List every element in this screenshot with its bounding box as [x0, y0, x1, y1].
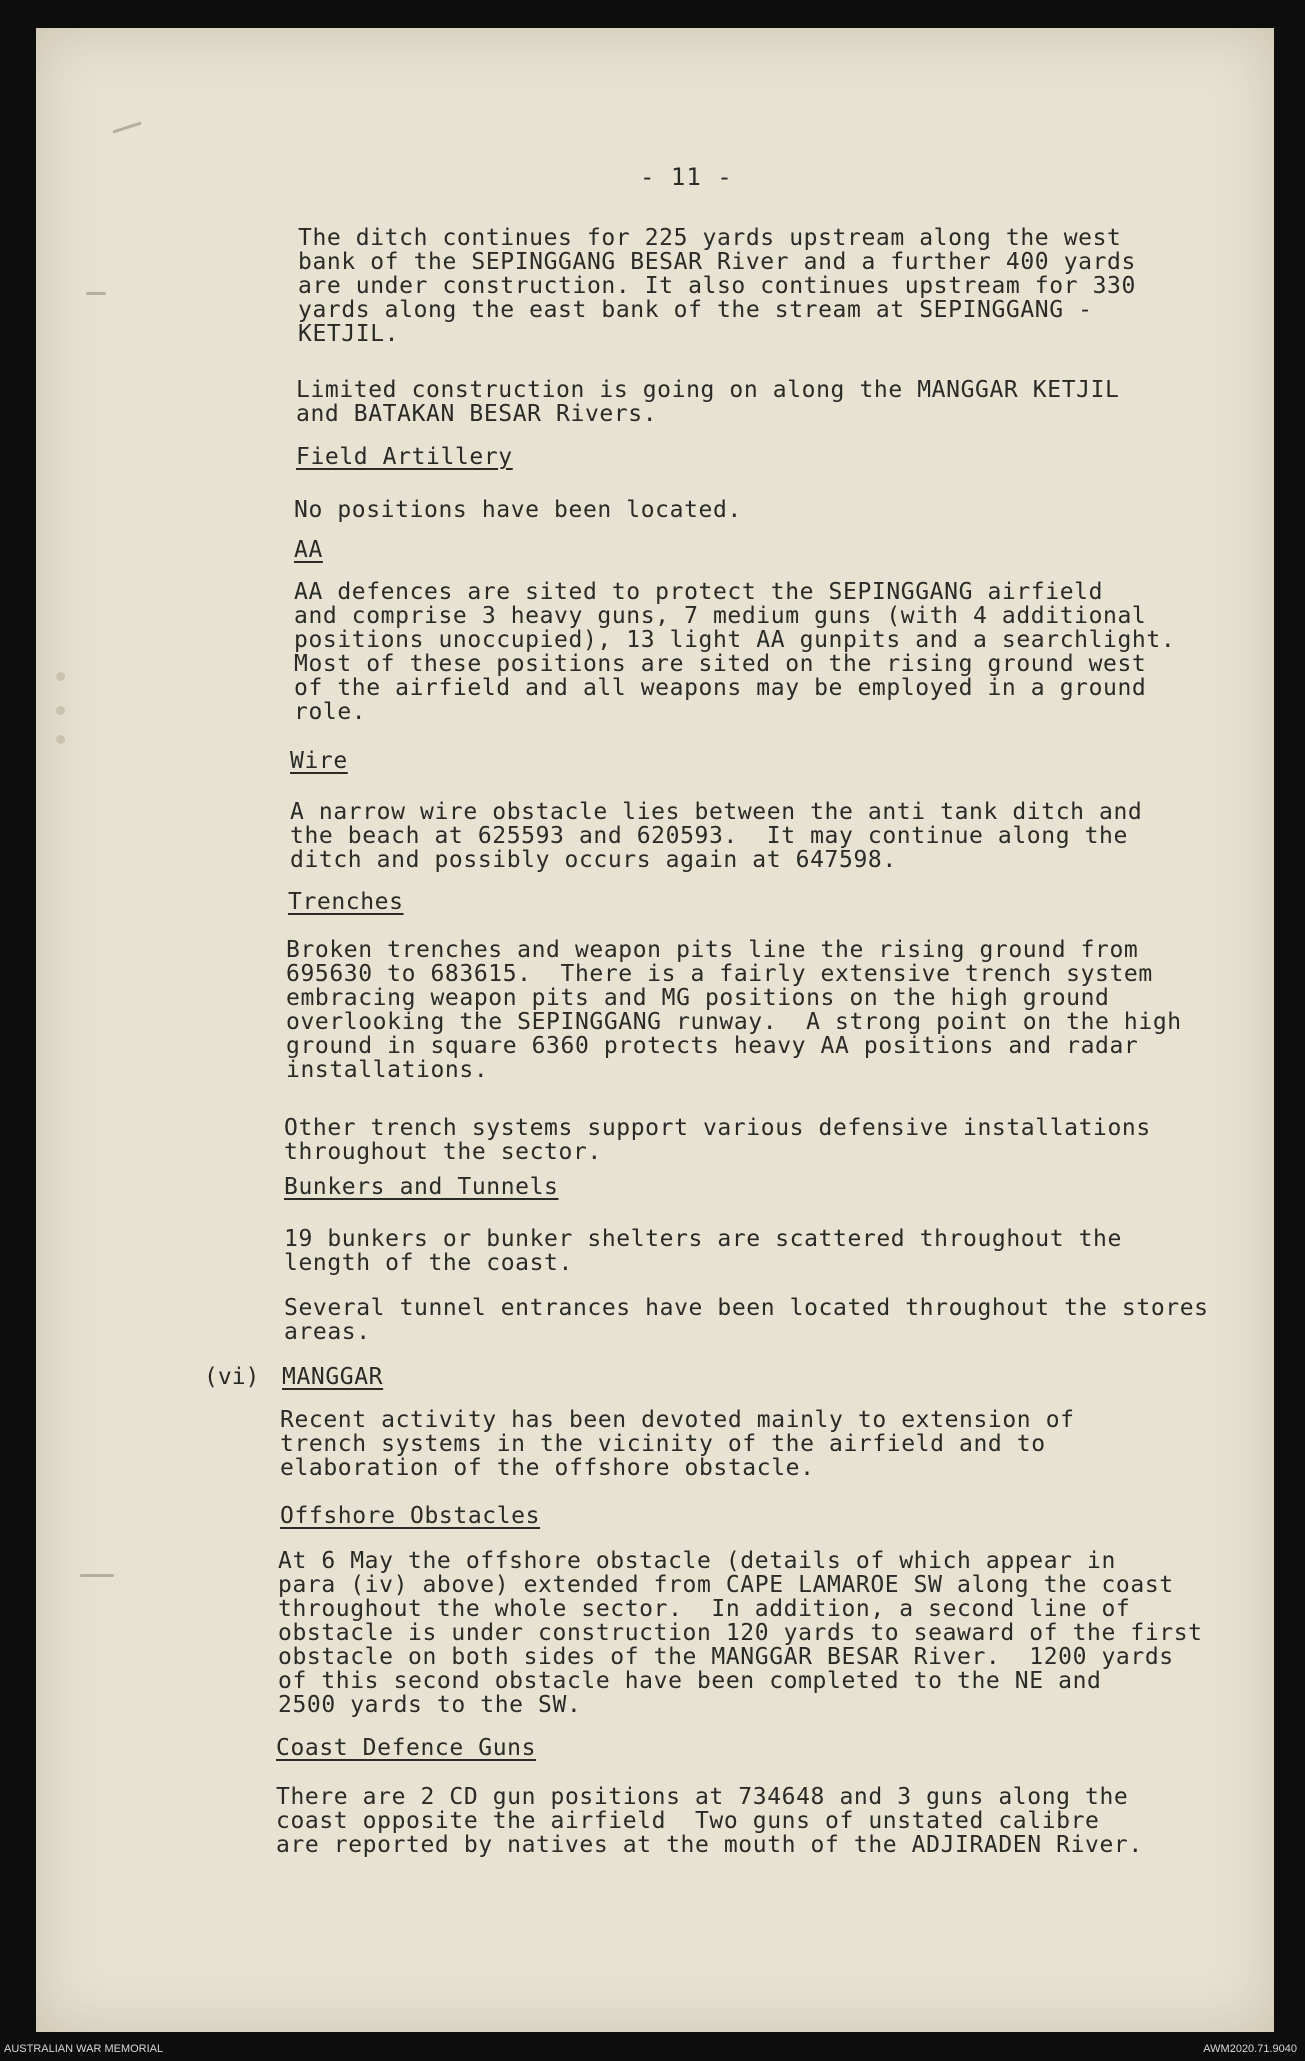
heading-aa: AA [294, 537, 323, 563]
paragraph-trenches-other: Other trench systems support various defensive installations throughout the sector. [284, 1115, 1151, 1165]
heading-coast-defence-guns: Coast Defence Guns [276, 1735, 537, 1761]
punch-hole [56, 706, 65, 715]
paragraph-field-artillery: No positions have been located. [294, 497, 742, 523]
heading-bunkers-tunnels: Bunkers and Tunnels [284, 1174, 559, 1200]
paragraph-ditch: The ditch continues for 225 yards upstream along the west bank of the SEPINGGANG BESAR River and a further 400 yards are under construction. It also continues upstream for 330 yards along the east bank of the stream at SEPINGGANG - KETJIL. [298, 225, 1136, 347]
punch-hole [56, 735, 65, 744]
paragraph-aa: AA defences are sited to protect the SEPINGGANG airfield and comprise 3 heavy guns, 7 medium guns (with 4 additional positions unoccupied), 13 light AA gunpits and a searchlight. Most of these positions are sited on the rising ground west of the airfield and all weapons may be employed in a ground role. [294, 579, 1176, 725]
heading-field-artillery: Field Artillery [296, 444, 513, 470]
footer-left: AUSTRALIAN WAR MEMORIAL [4, 2043, 164, 2055]
paragraph-bunkers: 19 bunkers or bunker shelters are scattered throughout the length of the coast. [284, 1226, 1122, 1276]
paragraph-wire: A narrow wire obstacle lies between the anti tank ditch and the beach at 625593 and 620593. It may continue along the ditch and possibly occurs again at 647598. [290, 799, 1143, 873]
footer-right: AWM2020.71.9040 [1203, 2043, 1297, 2055]
heading-manggar: MANGGAR [282, 1364, 384, 1390]
paragraph-limited-construction: Limited construction is going on along the MANGGAR KETJIL and BATAKAN BESAR Rivers. [296, 377, 1120, 427]
paragraph-coast-defence: There are 2 CD gun positions at 734648 and 3 guns along the coast opposite the airfield Two guns of unstated calibre are reported by natives at the mouth of the ADJIRADEN River. [276, 1784, 1143, 1858]
paragraph-tunnels: Several tunnel entrances have been located throughout the stores areas. [284, 1295, 1209, 1345]
punch-hole [56, 672, 65, 681]
heading-offshore-obstacles: Offshore Obstacles [280, 1503, 541, 1529]
paragraph-number: (vi) [204, 1364, 260, 1390]
margin-mark [86, 292, 106, 295]
heading-trenches: Trenches [288, 889, 404, 915]
page-number: - 11 - [640, 163, 733, 191]
heading-wire: Wire [290, 748, 348, 774]
paragraph-offshore: At 6 May the offshore obstacle (details of which appear in para (iv) above) extended from CAPE LAMAROE SW along the coast throughout the whole sector. In addition, a second line of obstacle is under construction 120 yards to seaward of the first obstacle on both sides of the MANGGAR BESAR River. 1200 yards of this second obstacle have been completed to the NE and 2500 yards to the SW. [278, 1548, 1203, 1718]
margin-mark [80, 1574, 114, 1577]
paragraph-trenches: Broken trenches and weapon pits line the rising ground from 695630 to 683615. There is a fairly extensive trench system embracing weapon pits and MG positions on the high ground overlooking the SEPINGGANG runway. A strong point on the high ground in square 6360 protects heavy AA positions and radar installations. [286, 937, 1182, 1083]
paragraph-manggar: Recent activity has been devoted mainly to extension of trench systems in the vicinity of the airfield and to elaboration of the offshore obstacle. [280, 1407, 1075, 1481]
